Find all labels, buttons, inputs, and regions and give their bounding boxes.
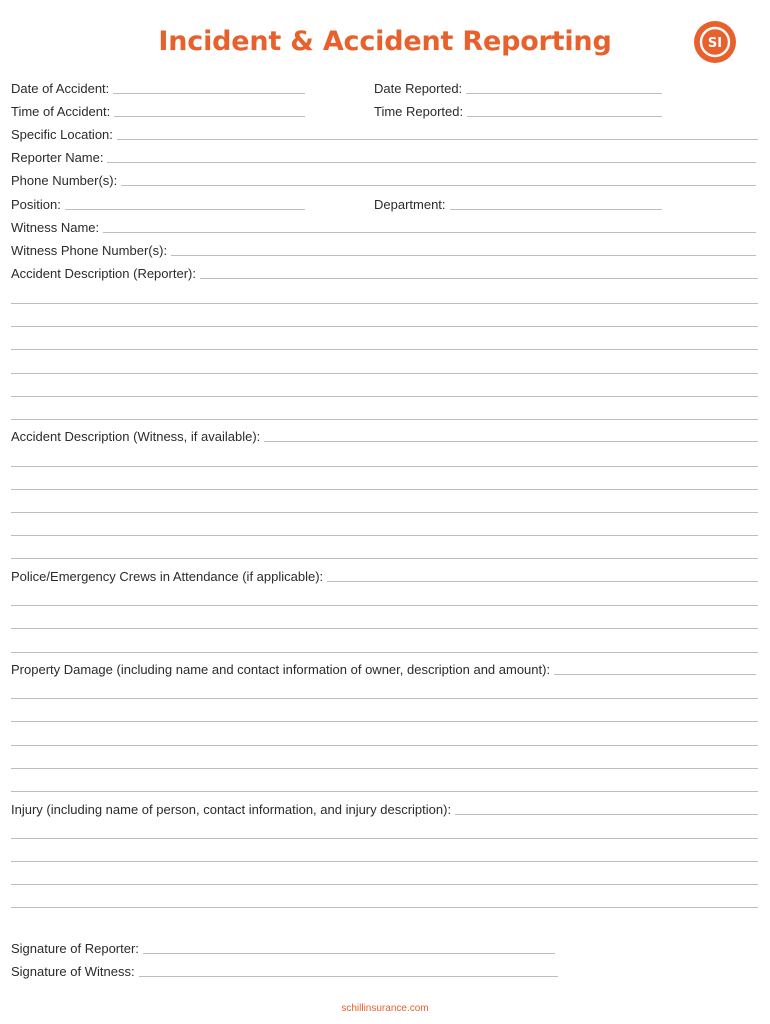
date-reported-label: Date Reported: — [374, 81, 463, 96]
witness-name-label: Witness Name: — [11, 220, 100, 235]
writing-line[interactable] — [11, 489, 758, 490]
accident-description-witness-field[interactable] — [11, 428, 758, 444]
time-reported-label: Time Reported: — [374, 104, 464, 119]
writing-line[interactable] — [11, 721, 758, 722]
police-emergency-label: Police/Emergency Crews in Attendance (if applicable): — [11, 569, 324, 584]
writing-line[interactable] — [11, 419, 758, 420]
date-of-accident-field[interactable] — [11, 80, 305, 96]
signature-witness-label: Signature of Witness: — [11, 964, 135, 979]
accident-description-reporter-line[interactable] — [200, 268, 758, 279]
reporter-name-line[interactable] — [107, 152, 756, 163]
injury-label: Injury (including name of person, contact information, and injury description): — [11, 802, 452, 817]
writing-line[interactable] — [11, 861, 758, 862]
phone-numbers-label: Phone Number(s): — [11, 173, 118, 188]
date-reported-field[interactable] — [374, 80, 662, 96]
phone-numbers-field[interactable] — [11, 172, 756, 188]
position-field[interactable] — [11, 196, 305, 212]
writing-line[interactable] — [11, 349, 758, 350]
writing-line[interactable] — [11, 373, 758, 374]
signature-witness-field[interactable] — [11, 963, 558, 979]
writing-line[interactable] — [11, 652, 758, 653]
form-title: Incident & Accident Reporting — [158, 26, 612, 57]
signature-reporter-line[interactable] — [143, 943, 555, 954]
time-of-accident-line[interactable] — [114, 106, 305, 117]
position-label: Position: — [11, 197, 61, 212]
department-field[interactable] — [374, 196, 662, 212]
writing-line[interactable] — [11, 558, 758, 559]
reporter-name-label: Reporter Name: — [11, 150, 104, 165]
specific-location-line[interactable] — [117, 129, 758, 140]
writing-line[interactable] — [11, 466, 758, 467]
time-of-accident-label: Time of Accident: — [11, 104, 111, 119]
writing-line[interactable] — [11, 838, 758, 839]
witness-name-field[interactable] — [11, 219, 756, 235]
reporter-name-field[interactable] — [11, 149, 756, 165]
witness-name-line[interactable] — [103, 222, 756, 233]
accident-description-reporter-label: Accident Description (Reporter): — [11, 266, 196, 281]
phone-numbers-line[interactable] — [121, 175, 756, 186]
writing-line[interactable] — [11, 605, 758, 606]
schill-insurance-logo — [694, 21, 736, 63]
injury-field[interactable] — [11, 801, 758, 817]
date-of-accident-label: Date of Accident: — [11, 81, 110, 96]
writing-line[interactable] — [11, 745, 758, 746]
specific-location-field[interactable] — [11, 126, 758, 142]
department-label: Department: — [374, 197, 446, 212]
witness-phone-line[interactable] — [171, 245, 756, 256]
writing-line[interactable] — [11, 303, 758, 304]
accident-description-witness-line[interactable] — [264, 431, 758, 442]
police-emergency-field[interactable] — [11, 568, 758, 584]
signature-reporter-field[interactable] — [11, 940, 555, 956]
property-damage-line[interactable] — [554, 664, 756, 675]
writing-line[interactable] — [11, 907, 758, 908]
accident-description-reporter-field[interactable] — [11, 265, 758, 281]
logo-text: SI — [707, 36, 723, 51]
signature-witness-line[interactable] — [139, 966, 558, 977]
writing-line[interactable] — [11, 884, 758, 885]
writing-line[interactable] — [11, 535, 758, 536]
writing-line[interactable] — [11, 326, 758, 327]
date-reported-line[interactable] — [466, 83, 662, 94]
signature-reporter-label: Signature of Reporter: — [11, 941, 139, 956]
writing-line[interactable] — [11, 791, 758, 792]
footer-website: schillinsurance.com — [341, 1003, 429, 1014]
writing-line[interactable] — [11, 768, 758, 769]
writing-line[interactable] — [11, 698, 758, 699]
writing-line[interactable] — [11, 628, 758, 629]
injury-line[interactable] — [455, 804, 758, 815]
position-line[interactable] — [65, 199, 305, 210]
police-emergency-line[interactable] — [327, 571, 758, 582]
property-damage-field[interactable] — [11, 661, 756, 677]
date-of-accident-line[interactable] — [113, 83, 305, 94]
time-of-accident-field[interactable] — [11, 103, 305, 119]
writing-line[interactable] — [11, 396, 758, 397]
witness-phone-field[interactable] — [11, 242, 756, 258]
writing-line[interactable] — [11, 512, 758, 513]
accident-description-witness-label: Accident Description (Witness, if available): — [11, 429, 261, 444]
time-reported-line[interactable] — [467, 106, 662, 117]
department-line[interactable] — [450, 199, 662, 210]
specific-location-label: Specific Location: — [11, 127, 113, 142]
witness-phone-label: Witness Phone Number(s): — [11, 243, 168, 258]
property-damage-label: Property Damage (including name and contact information of owner, description and amount): — [11, 662, 551, 677]
time-reported-field[interactable] — [374, 103, 662, 119]
